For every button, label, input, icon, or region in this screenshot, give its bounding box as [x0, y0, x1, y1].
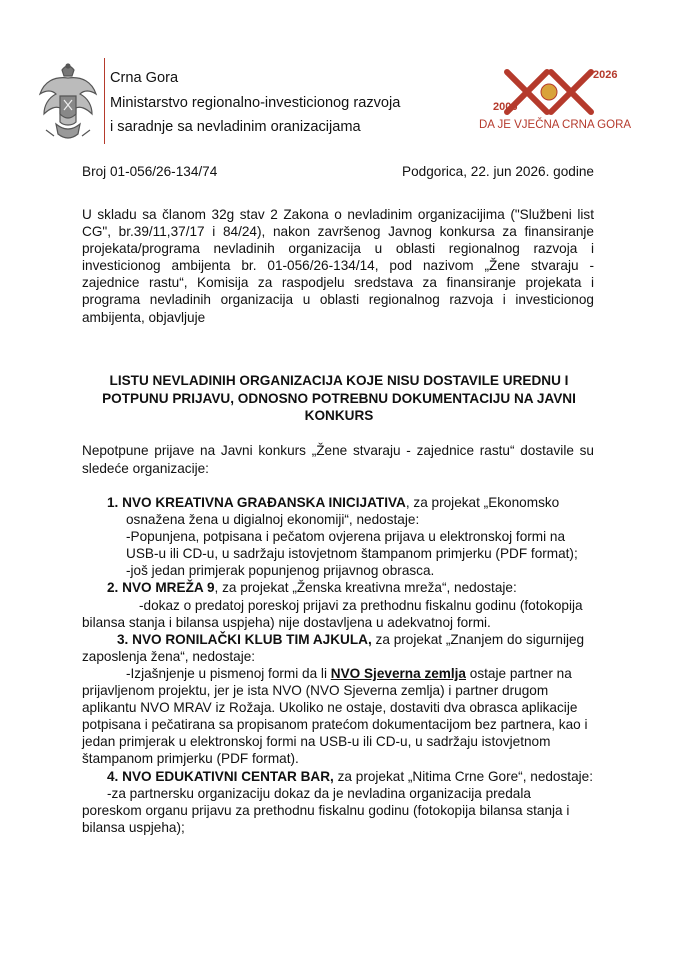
item-line: štampanom primjerku (PDF format).	[82, 751, 299, 767]
intro-paragraph: U skladu sa članom 32g stav 2 Zakona o nevladinim organizacijima ("Službeni list CG", br.39/11,37/17 i 84/24), nakon završenog Javnog konkursa za finansiranje projekata/programa nevladinih organizacija u oblasti regionalnog razvoja i investicionog ambijenta br. 01-056/26-134/14, pod nazivom „Žene stvaraju - zajednice rastu“, Komisija za raspodjelu sredstava za finansiranje projekata i programa nevladinih organizacija u oblasti regionalnog razvoja i investicionog ambijenta, objavljuje	[82, 207, 594, 325]
logo-year-start: 2006	[493, 101, 518, 113]
item-project-text: , za projekat „Ekonomsko	[405, 495, 560, 510]
place-and-date: Podgorica, 22. jun 2026. godine	[402, 164, 594, 179]
logo-year-end: 2026	[593, 69, 618, 81]
document-heading: LISTU NEVLADINIH ORGANIZACIJA KOJE NISU DOSTAVILE UREDNU I POTPUNU PRIJAVU, ODNOSNO POTREBNU DOKUMENTACIJU NA JAVNI KONKURS	[102, 373, 576, 424]
item-line: -Popunjena, potpisana i pečatom ovjerena prijava u elektronskoj formi na	[126, 529, 566, 545]
item-line: USB-u ili CD-u, u sadržaju istovjetnom štampanom primjerku (PDF format);	[126, 546, 578, 562]
item-line: aplikantu NVO MRAV iz Rožaja. Ukoliko ne ostaje, dostaviti dva obrasca aplikacije	[82, 700, 578, 716]
item-line: bilansa stanja i bilansa uspjeha) nije dostavljena u adekvatnoj formi.	[82, 614, 491, 630]
list-item	[82, 631, 594, 768]
item-line: -za partnersku organizaciju dokaz da je nevladina organizacija predala	[107, 785, 531, 801]
logo-motto: DA JE VJEČNA CRNA GORA	[478, 119, 632, 131]
reference-number: Broj 01-056/26-134/74	[82, 164, 218, 179]
item-text: ostaje partner na	[466, 665, 572, 681]
item-line: zaposlenja žena“, nedostaje:	[82, 648, 256, 664]
lead-paragraph: Nepotpune prijave na Javni konkurs „Žene stvaraju - zajednice rastu“ dostavile su sledeće organizacije:	[82, 443, 594, 476]
country-name: Crna Gora	[110, 70, 179, 86]
item-line: osnažena žena u digialnoj ekonomiji“, nedostaje:	[126, 512, 420, 528]
item-org-name: NVO RONILAČKI KLUB TIM AJKULA,	[132, 631, 372, 647]
montenegro-coat-of-arms-icon	[36, 60, 100, 146]
ministry-name: Ministarstvo regionalno-investicionog razvoja	[110, 94, 401, 111]
item-line: potpisana i pečatirana sa propisanom pratećom dokumentacijom bez partnera, kao i	[82, 717, 588, 733]
item-line: prijavljenom projektu, jer je ista NVO (NVO Sjeverna zemlja) i partner drugom	[82, 683, 549, 699]
item-org-name: NVO MREŽA 9	[122, 580, 215, 596]
organization-list	[82, 494, 594, 836]
item-org-name: NVO EDUKATIVNI CENTAR BAR,	[122, 768, 334, 784]
item-number: 4.	[107, 768, 119, 784]
xx-anniversary-icon	[478, 64, 632, 136]
item-project-text: za projekat „Znanjem do sigurnijeg	[371, 631, 585, 647]
item-number: 3.	[117, 631, 129, 647]
list-item	[82, 579, 594, 630]
item-line: -dokaz o predatoj poreskoj prijavi za prethodnu fiskalnu godinu (fotokopija	[139, 597, 583, 613]
item-line: poreskom organu prijavu za prethodnu fiskalnu godinu (fotokopija bilansa stanja i	[82, 802, 570, 818]
item-line: jedan primjerak u elektronskoj formi na USB-u ili CD-u, u sadržaju istovjetnom	[82, 734, 551, 750]
ministry-name-cont: i saradnje sa nevladinim oranizacijama	[110, 119, 361, 135]
item-number: 2.	[107, 580, 119, 596]
item-line: bilansa uspjeha);	[82, 819, 185, 835]
header-divider	[104, 58, 105, 144]
partner-org-name: NVO Sjeverna zemlja	[330, 665, 466, 681]
item-number: 1.	[107, 495, 119, 510]
item-project-text: za projekat „Nitima Crne Gore“, nedostaje:	[333, 768, 593, 784]
anniversary-logo	[478, 64, 632, 136]
ministry-block	[110, 66, 400, 140]
item-text: -Izjašnjenje u pismenoj formi da li	[126, 665, 331, 681]
item-line: -još jedan primjerak popunjenog prijavnog obrasca.	[126, 563, 435, 579]
item-project-text: , za projekat „Ženska kreativna mreža“, nedostaje:	[214, 580, 517, 596]
list-item	[82, 768, 594, 836]
list-item	[82, 494, 594, 579]
item-org-name: NVO KREATIVNA GRAĐANSKA INICIJATIVA	[122, 495, 406, 510]
